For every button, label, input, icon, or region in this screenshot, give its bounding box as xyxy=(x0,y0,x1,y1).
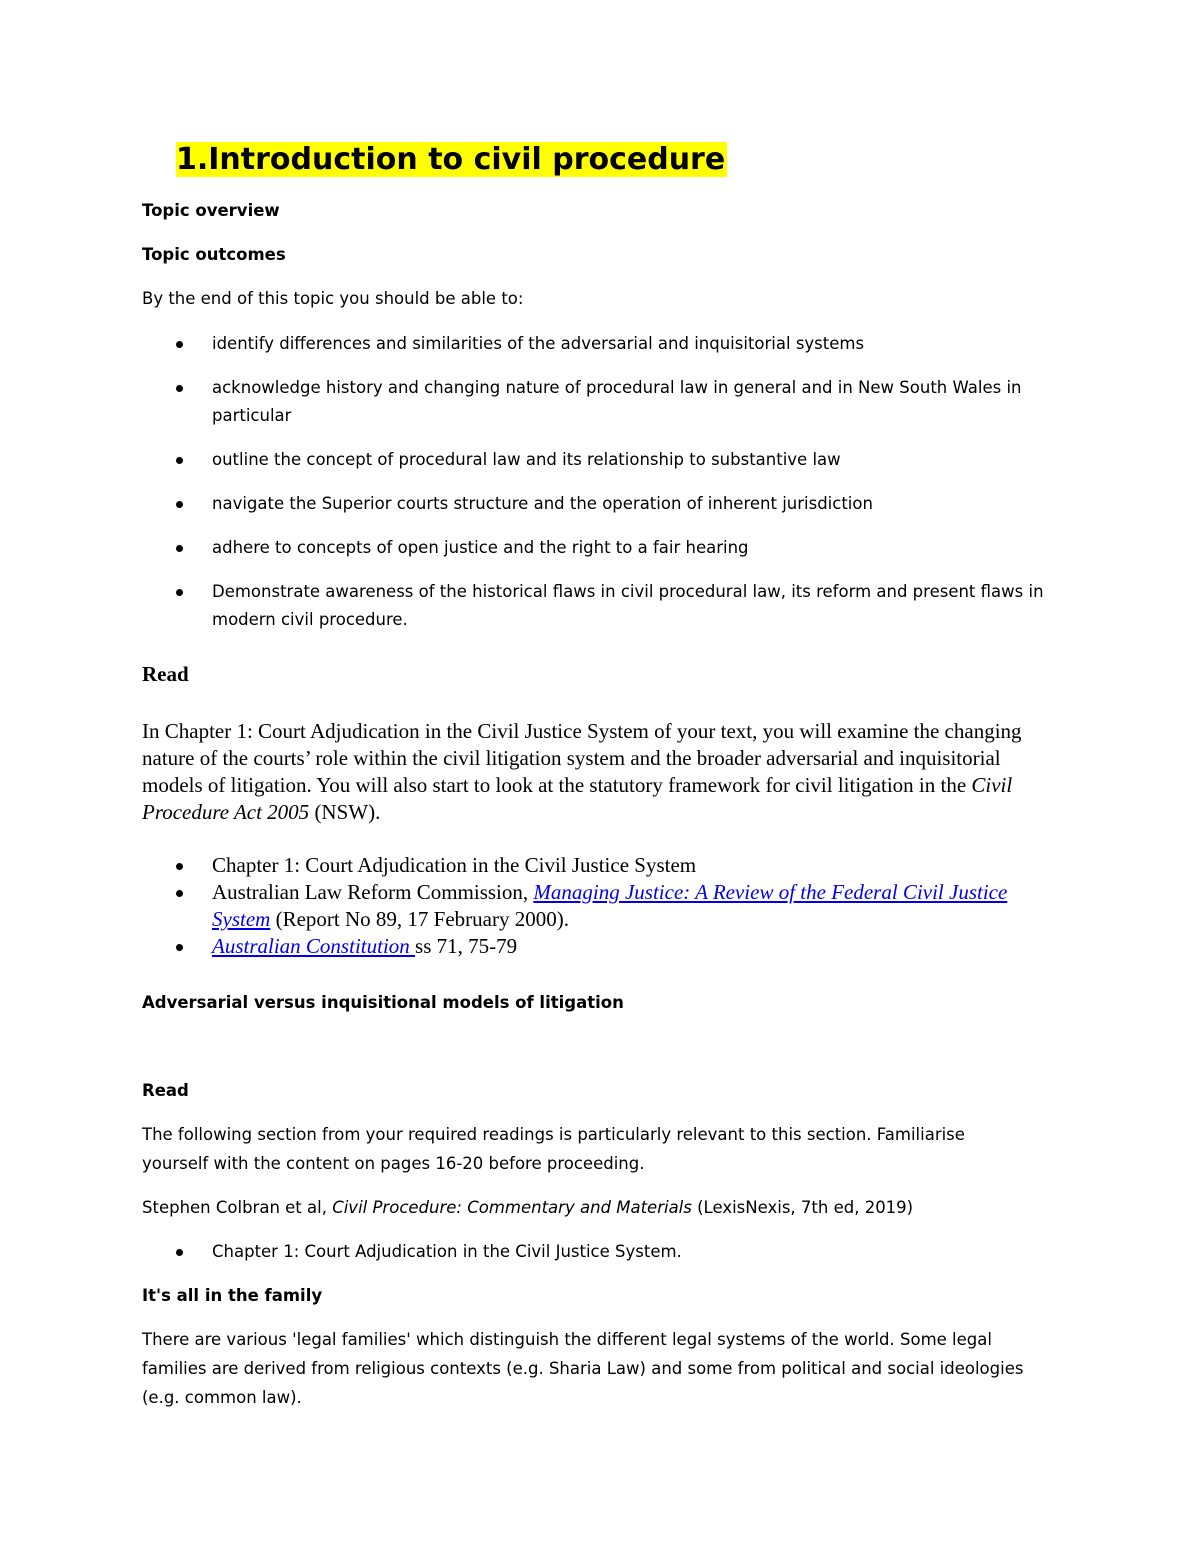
managing-justice-link[interactable]: Managing Justice: A Review of the Federal Civil Justice System xyxy=(212,880,1008,931)
list-item xyxy=(142,879,1062,933)
adversarial-heading: Adversarial versus inquisitional models of litigation xyxy=(142,993,624,1012)
topic-overview-heading: Topic overview xyxy=(142,201,280,220)
list-item: acknowledge history and changing nature of procedural law in general and in New South Wales in particular xyxy=(142,374,1062,430)
outcomes-list xyxy=(142,330,1062,650)
list-item: navigate the Superior courts structure and the operation of inherent jurisdiction xyxy=(142,490,1062,518)
reading-alrc-prefix: Australian Law Reform Commission, xyxy=(212,880,534,904)
chapter-list xyxy=(142,1238,1062,1266)
read-paragraph-end: (NSW). xyxy=(309,800,381,824)
read-paragraph xyxy=(142,718,1042,826)
act-title: Civil Procedure Act 2005 xyxy=(142,773,1013,824)
citation-author: Stephen Colbran et al, xyxy=(142,1198,333,1217)
list-item xyxy=(142,933,1062,960)
list-item: identify differences and similarities of the adversarial and inquisitorial systems xyxy=(142,330,1062,358)
topic-outcomes-heading: Topic outcomes xyxy=(142,245,286,264)
read-subheading: Read xyxy=(142,1081,189,1100)
list-item: adhere to concepts of open justice and the right to a fair hearing xyxy=(142,534,1062,562)
list-item: Chapter 1: Court Adjudication in the Civil Justice System. xyxy=(142,1238,1062,1266)
list-item: outline the concept of procedural law and its relationship to substantive law xyxy=(142,446,1062,474)
reading-chapter: Chapter 1: Court Adjudication in the Civil Justice System xyxy=(212,853,697,877)
read-heading: Read xyxy=(142,662,189,686)
reading-alrc-suffix: (Report No 89, 17 February 2000). xyxy=(270,907,569,931)
citation-line xyxy=(142,1193,913,1222)
list-item xyxy=(142,852,1062,879)
read-paragraph-text: In Chapter 1: Court Adjudication in the Civil Justice System of your text, you will examine the changing nature of the courts’ role within the civil litigation system and the broader adversarial and inquisitorial models of litigation. You will also start to look at the statutory framework for civil litigation in the xyxy=(142,719,1022,797)
page-title xyxy=(176,140,727,180)
book-title: Civil Procedure: Commentary and Materials xyxy=(332,1198,692,1217)
family-heading: It's all in the family xyxy=(142,1286,323,1305)
intro-line: By the end of this topic you should be able to: xyxy=(142,289,524,308)
readings-list xyxy=(142,852,1062,960)
citation-details: (LexisNexis, 7th ed, 2019) xyxy=(691,1198,914,1217)
list-item: Demonstrate awareness of the historical flaws in civil procedural law, its reform and present flaws in modern civil procedure. xyxy=(142,578,1062,634)
family-paragraph: There are various 'legal families' which distinguish the different legal systems of the world. Some legal families are derived from religious contexts (e.g. Sharia Law) and some from political and social ideologies (e.g. common law). xyxy=(142,1330,1024,1407)
constitution-sections: ss 71, 75-79 xyxy=(415,934,518,958)
constitution-link[interactable]: Australian Constitution xyxy=(212,934,416,958)
following-paragraph: The following section from your required readings is particularly relevant to this section. Familiarise yourself with the content on pages 16-20 before proceeding. xyxy=(142,1125,965,1173)
title-highlight: 1.Introduction to civil procedure xyxy=(176,142,726,177)
